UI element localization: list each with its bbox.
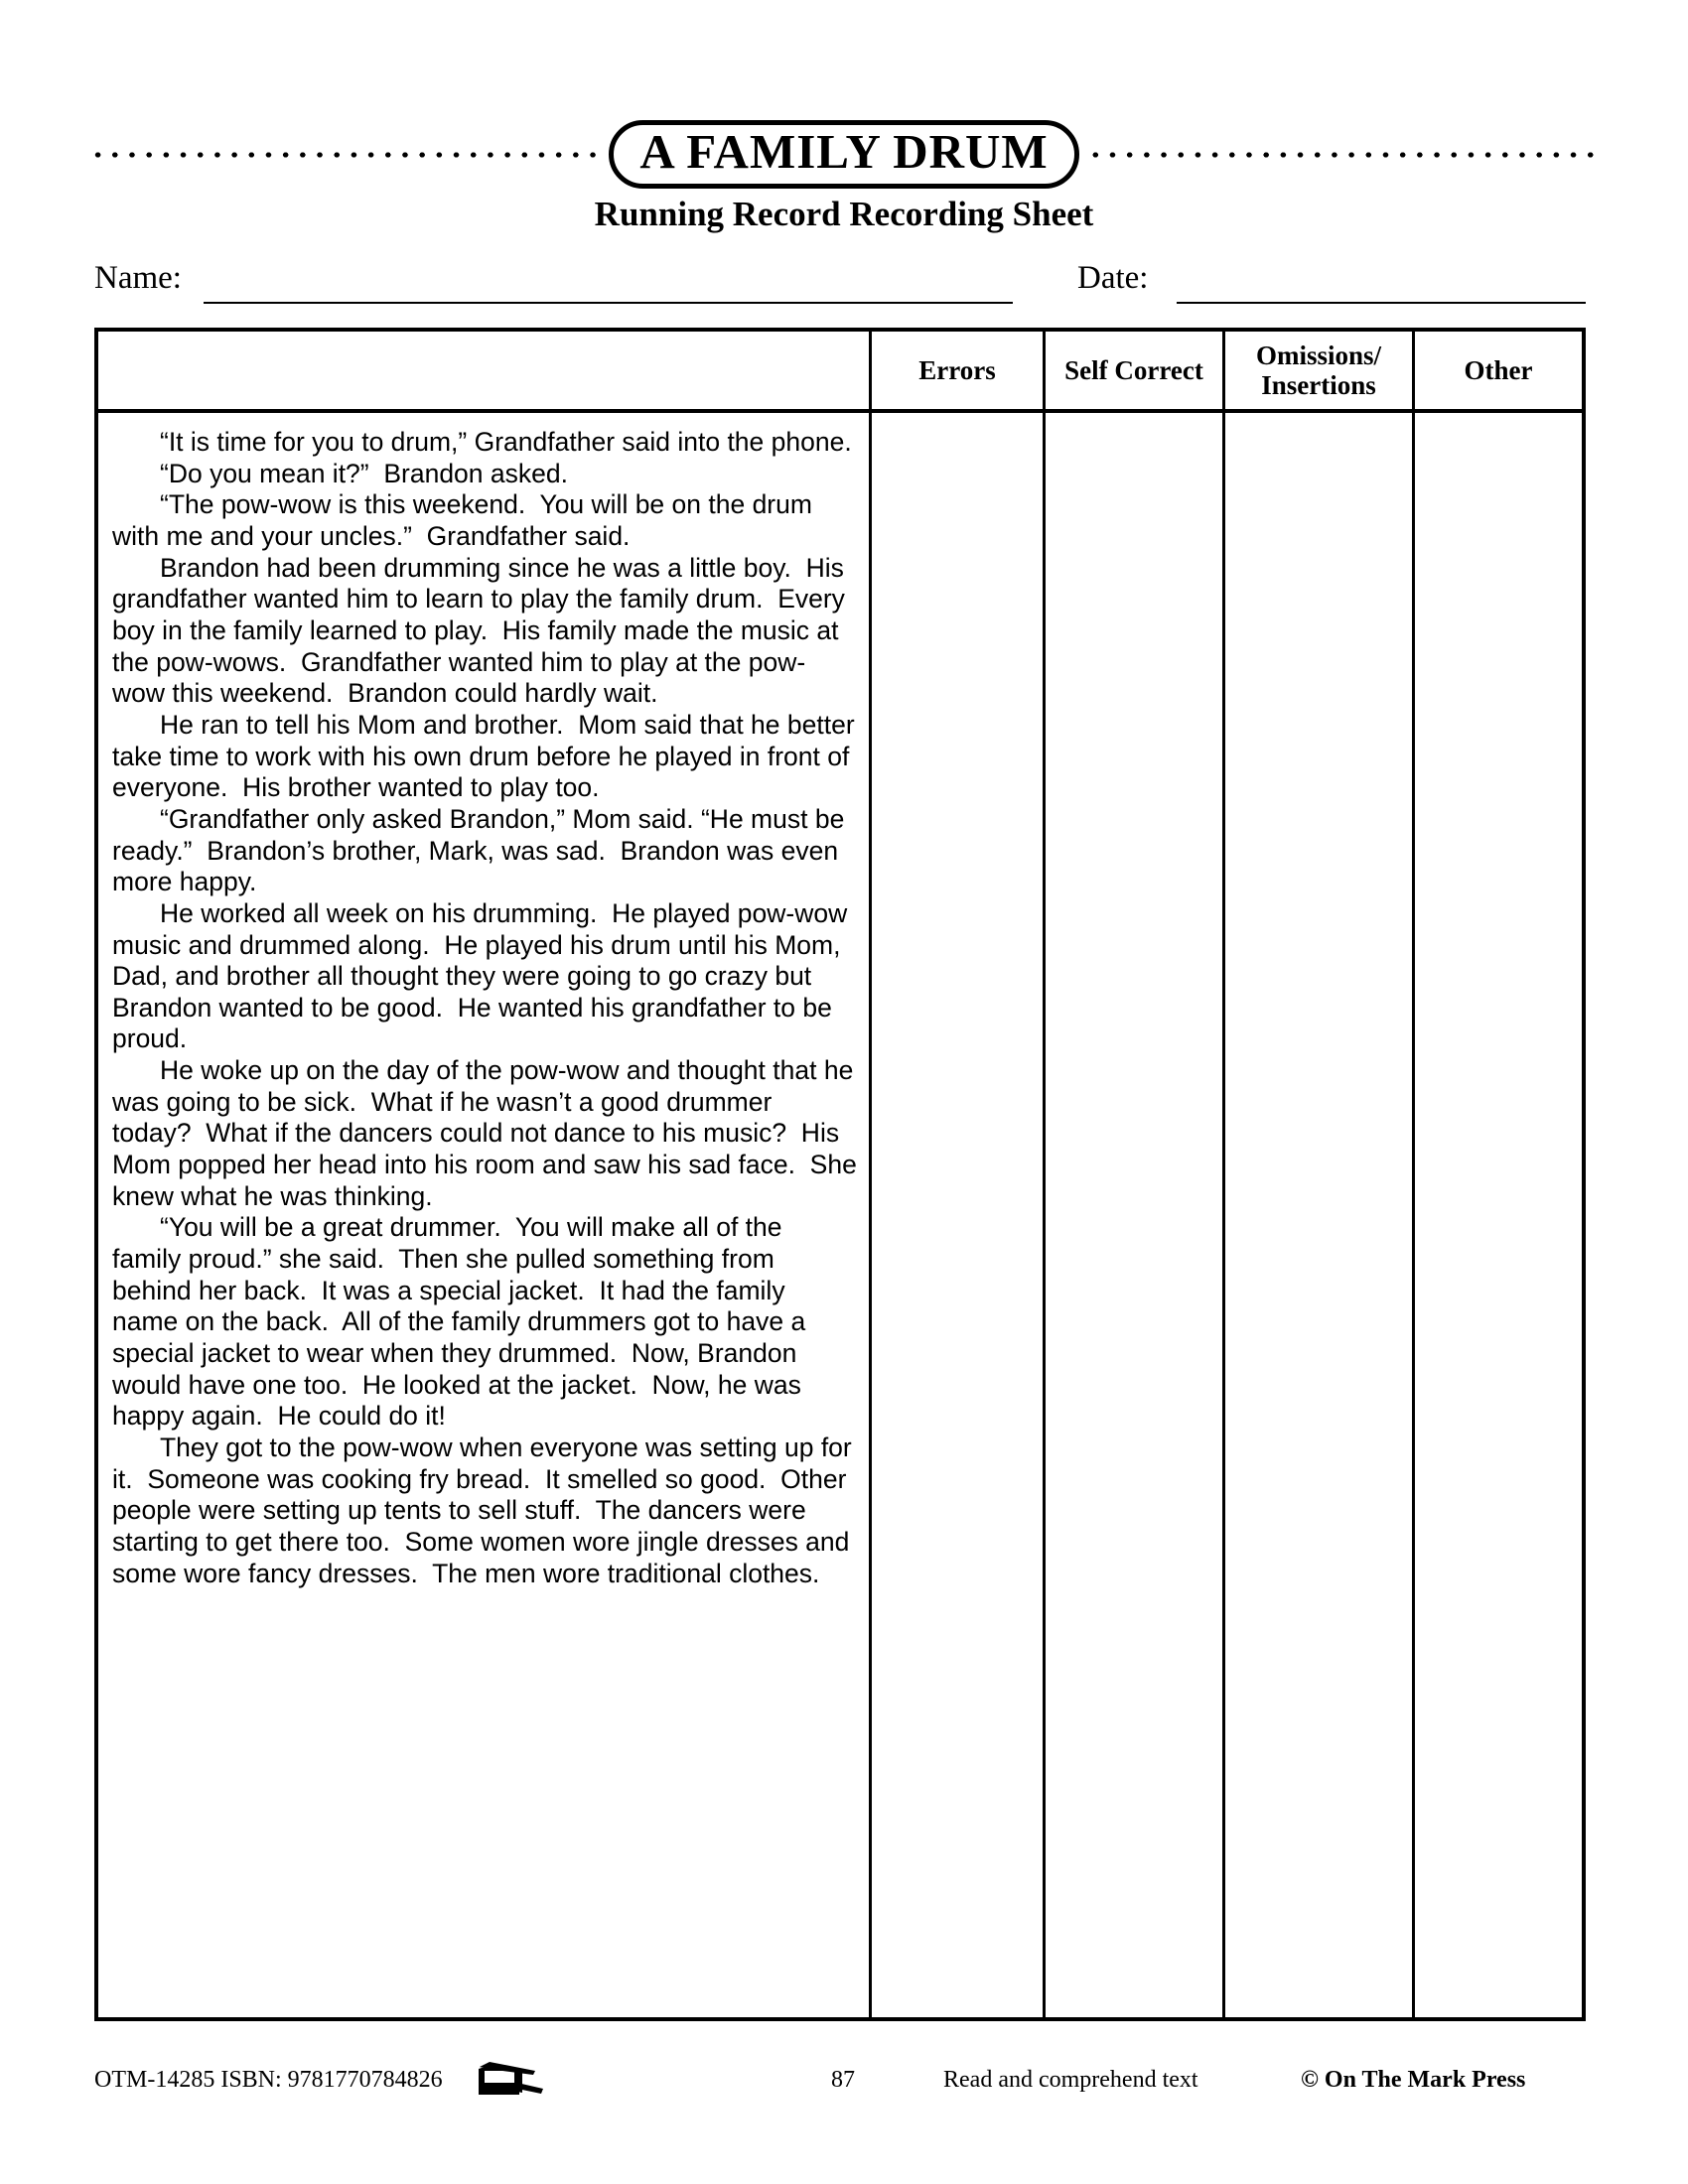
passage-cell	[98, 413, 872, 2017]
page-footer	[94, 2061, 1589, 2105]
passage-paragraph: Brandon had been drumming since he was a little boy. His grandfather wanted him to learn to play the family drum. Every boy in the family learned to play. His family made the music at the pow-wows. Grandfather wanted him to play at the pow-wow this weekend. Brandon could hardly wait.	[112, 552, 853, 709]
table-body-row	[98, 413, 1582, 2017]
self-correct-entry-cell[interactable]	[1046, 413, 1225, 2017]
page-number: 87	[831, 2067, 855, 2093]
date-input[interactable]	[1177, 302, 1586, 304]
column-header-passage	[98, 332, 872, 409]
column-header-errors: Errors	[872, 332, 1046, 409]
passage-paragraph: “Do you mean it?” Brandon asked.	[160, 458, 568, 488]
other-entry-cell[interactable]	[1415, 413, 1582, 2017]
passage-paragraph: “It is time for you to drum,” Grandfather said into the phone.	[160, 427, 852, 457]
passage-paragraph: “The pow-wow is this weekend. You will be on the drum with me and your uncles.” Grandfather said.	[112, 489, 820, 551]
skill-label: Read and comprehend text	[943, 2067, 1198, 2093]
passage-paragraph: “You will be a great drummer. You will make all of the family proud.” she said. Then she pulled something from behind her back. It was a special jacket. It had the family name on the back. All of the family drummers got to have a special jacket to wear when they drummed. Now, Brandon would have one too. He looked at the jacket. Now, he was happy again. He could do it!	[112, 1212, 813, 1432]
column-header-omissions-insertions: Omissions/ Insertions	[1225, 332, 1415, 409]
copyright-notice: © On The Mark Press	[1301, 2067, 1526, 2093]
product-code: OTM-14285 ISBN: 9781770784826	[94, 2067, 443, 2093]
column-header-other: Other	[1464, 354, 1533, 385]
errors-entry-cell[interactable]	[872, 413, 1046, 2017]
passage-paragraph: They got to the pow-wow when everyone was setting up for it. Someone was cooking fry bread. It smelled so good. Other people were setting up tents to sell stuff. The dancers were starting to get there too. Some women wore jingle dresses and some wore fancy dresses. The men wore traditional clothes.	[112, 1433, 860, 1588]
dotted-rule-left-icon	[89, 150, 603, 160]
page-title: A FAMILY DRUM	[639, 123, 1049, 179]
passage-paragraph: He woke up on the day of the pow-wow and thought that he was going to be sick. What if he wasn’t a good drummer today? What if the dancers could not dance to his music? His Mom popped her head into his room and saw his sad face. She knew what he was thinking.	[112, 1055, 865, 1211]
running-record-table	[94, 328, 1586, 2021]
table-header-row	[98, 332, 1582, 413]
header-band	[89, 117, 1599, 191]
date-label: Date:	[1077, 260, 1149, 296]
name-input[interactable]	[204, 302, 1013, 304]
title-pill	[609, 120, 1078, 189]
name-label: Name:	[94, 260, 182, 296]
passage-paragraph: He worked all week on his drumming. He played pow-wow music and drummed along. He played his drum until his Mom, Dad, and brother all thought they were going to go crazy but Brandon wanted to be good. He wanted his grandfather to be proud.	[112, 897, 855, 1054]
name-date-row	[94, 260, 1589, 306]
page-subtitle: Running Record Recording Sheet	[594, 195, 1094, 233]
column-header-self-correct: Self Correct	[1046, 332, 1225, 409]
omissions-insertions-entry-cell[interactable]	[1225, 413, 1415, 2017]
passage-paragraph: “Grandfather only asked Brandon,” Mom said. “He must be ready.” Brandon’s brother, Mark, was sad. Brandon was even more happy.	[112, 803, 852, 897]
passage-paragraph: He ran to tell his Mom and brother. Mom said that he better take time to work with his own drum before he played in front of everyone. His brother wanted to play too.	[112, 709, 863, 803]
dotted-rule-right-icon	[1085, 150, 1599, 160]
on-the-mark-press-logo-icon	[474, 2059, 547, 2105]
